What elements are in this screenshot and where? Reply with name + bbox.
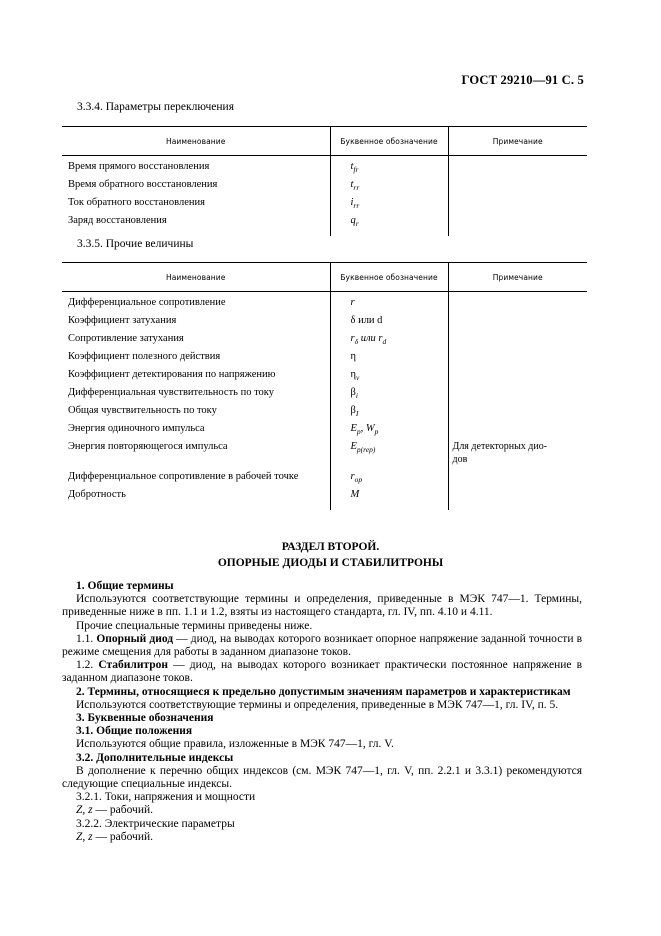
table-row [62,314,587,332]
cell-note [448,292,587,315]
cell-note [448,404,587,422]
symbol-base: r [350,471,355,482]
other-quantities-table [62,262,587,510]
table-row [62,292,587,315]
table-row [62,386,587,404]
symbol: Z, z [76,804,93,817]
clause-number: 1.2. [76,659,94,672]
symbol-subscript: d [382,337,387,347]
heading-additional-indices: 3.2. Дополнительные индексы [76,751,234,764]
definition: — рабочий. [92,830,153,843]
cell-note [448,422,587,440]
column-header-name: Наименование [62,263,330,292]
table-row [62,488,587,510]
paragraph: Используются общие правила, изложенные в МЭК 747—1, гл. V. [76,738,394,751]
symbol-subscript: rr [353,183,360,193]
paragraph-stabilitron [62,659,582,685]
cell-name: Общая чувствительность по току [68,405,217,416]
cell-note [448,214,587,236]
symbol: Z, z [76,830,93,843]
symbol-subscript: v [356,373,360,383]
clause-number: 1.1. [76,632,94,645]
cell-name: Время прямого восстановления [68,161,210,172]
cell-symbol [330,156,448,179]
symbol-subscript: p(rep) [356,445,376,455]
cell-note [448,178,587,196]
table-row [62,156,587,179]
cell-name: Коэффициент детектирования по напряжению [68,369,276,380]
paragraph: Используются соответствующие термины и определения, приведенные в МЭК 747—1. Термины, приведенные ниже в пп. 1.1 и 1.2, взяты из настоящего стандарта, гл. IV, пп. 4.10 и 4.11. [62,593,582,619]
table-row [62,422,587,440]
symbol-base: i [350,197,354,208]
heading-limiting-values: 2. Термины, относящиеся к предельно допустимым значениям параметров и характеристикам [76,685,571,698]
table-row [62,214,587,236]
symbol-subscript: δ [354,337,359,347]
cell-note [448,156,587,179]
column-header-name: Наименование [62,127,330,156]
cell-name: Заряд восстановления [68,215,167,226]
symbol-base: t [350,161,354,172]
cell-symbol [330,422,448,440]
column-header-note: Примечание [448,263,587,292]
cell-symbol [330,368,448,386]
cell-note [448,368,587,386]
cell-note [448,470,587,488]
cell-symbol [330,470,448,488]
symbol-base: η [350,351,356,362]
symbol-tail: или r [358,333,383,344]
definition: — рабочий. [92,804,153,817]
cell-symbol [330,350,448,368]
cell-symbol [330,292,448,315]
section-title-335: 3.3.5. Прочие величины [77,238,194,250]
cell-symbol [330,332,448,350]
table-header-row [62,263,587,292]
symbol-subscript: p [374,427,379,437]
column-header-symbol: Буквенное обозначение [330,263,448,292]
cell-symbol [330,404,448,422]
paragraph [62,831,582,844]
symbol-base: β [350,387,356,398]
term: Опорный диод [96,632,174,645]
symbol-base: q [350,215,356,226]
symbol-base: r [350,333,355,344]
cell-note [448,196,587,214]
cell-name: Время обратного восстановления [68,179,218,190]
paragraph: Прочие специальные термины приведены ниже. [76,619,313,632]
cell-note [448,332,587,350]
cell-name: Энергия повторяющегося импульса [68,441,228,452]
switching-parameters-table [62,126,587,236]
cell-symbol [330,196,448,214]
symbol-subscript: i [355,391,358,401]
table-row [62,196,587,214]
symbol-subscript: fr [353,165,359,175]
cell-name: Дифференциальное сопротивление [68,297,226,308]
cell-symbol [330,386,448,404]
table-row [62,332,587,350]
cell-name: Ток обратного восстановления [68,197,205,208]
column-header-symbol: Буквенное обозначение [330,127,448,156]
symbol-tail: , W [360,423,375,434]
cell-note [448,350,587,368]
cell-name: Дифференциальная чувствительность по току [68,387,274,398]
cell-name: Энергия одиночного импульса [68,423,205,434]
symbol-subscript: op [354,475,363,485]
section-title-334: 3.3.4. Параметры переключения [77,101,234,113]
symbol-subscript: p [356,427,361,437]
paragraph-reference-diode [62,633,582,659]
symbol-subscript: r [355,219,359,229]
symbol-base: η [350,369,356,380]
table-header-row [62,127,587,156]
term: Стабилитрон [98,659,169,672]
cell-name: Сопротивление затухания [68,333,184,344]
table-row [62,470,587,488]
heading-general-provisions: 3.1. Общие положения [76,725,193,738]
cell-note: Для детекторных дио- дов [448,440,587,470]
cell-name: Добротность [68,489,126,500]
symbol-base: E [350,423,357,434]
symbol-base: β [350,405,356,416]
column-header-note: Примечание [448,127,587,156]
table-row [62,178,587,196]
cell-symbol [330,488,448,510]
table-row [62,350,587,368]
symbol-base: t [350,179,354,190]
cell-name: Дифференциальное сопротивление в рабочей точке [68,471,299,482]
section-two-title: РАЗДЕЛ ВТОРОЙ. [281,541,380,553]
section-two-body [62,580,582,844]
paragraph: 3.2.1. Токи, напряжения и мощности [76,791,256,804]
page-header: ГОСТ 29210—91 С. 5 [461,73,584,87]
cell-note [448,314,587,332]
paragraph: Используются соответствующие термины и определения, приведенные в МЭК 747—1, гл. IV, п. 5. [76,698,559,711]
cell-symbol [330,214,448,236]
definition: — диод, на выводах которого возникает опорное напряжение заданной точности в режиме смещения для работы в заданном диапазоне токов. [62,632,583,659]
symbol-base: E [350,441,357,452]
cell-name: Коэффициент затухания [68,315,177,326]
symbol-base: δ или d [350,315,383,326]
cell-symbol [330,440,448,470]
symbol-subscript: I [355,409,359,419]
table-row [62,440,587,470]
symbol-subscript: rr [353,201,360,211]
heading-general-terms: 1. Общие термины [76,580,174,592]
cell-symbol [330,178,448,196]
symbol-base: M [350,489,360,500]
table-row [62,404,587,422]
table-row [62,368,587,386]
paragraph: 3.2.2. Электрические параметры [76,817,235,830]
cell-note [448,488,587,510]
paragraph [62,804,582,817]
paragraph: В дополнение к перечню общих индексов (см. МЭК 747—1, гл. V, пп. 2.2.1 и 3.3.1) рекомендуются следующие специальные индексы. [62,764,582,791]
section-two-subtitle: ОПОРНЫЕ ДИОДЫ И СТАБИЛИТРОНЫ [217,557,444,569]
cell-symbol [330,314,448,332]
cell-name: Коэффициент полезного действия [68,351,221,362]
cell-note [448,386,587,404]
symbol-base: r [350,297,355,308]
heading-letter-symbols: 3. Буквенные обозначения [76,712,214,725]
definition: — диод, на выводах которого возникает практически постоянное напряжение в заданном диапазоне токов. [62,659,582,685]
